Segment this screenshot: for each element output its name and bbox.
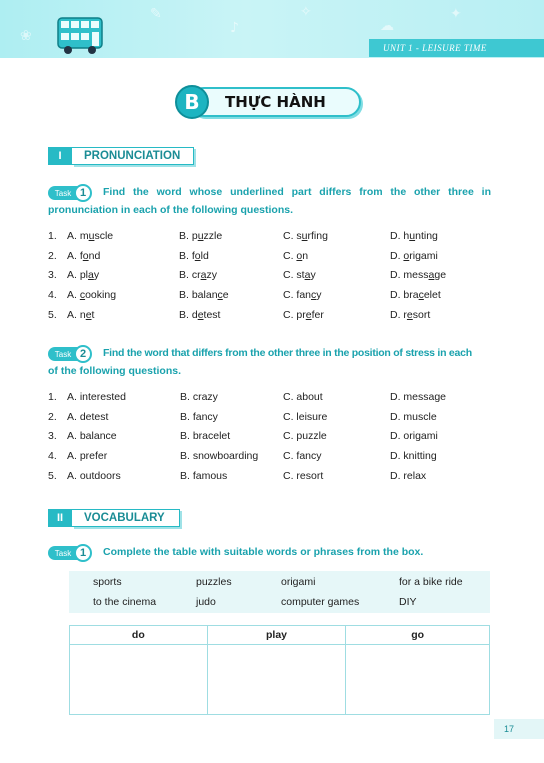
underlined-letter: a [200, 269, 207, 282]
question-number: 3. [48, 430, 57, 443]
section-b-title [175, 85, 363, 119]
option-text: t [91, 308, 95, 321]
answer-option-d[interactable] [390, 250, 438, 262]
option-text: C. pr [283, 308, 306, 321]
option-text: fer [311, 308, 324, 321]
question-number: 2. [48, 249, 57, 262]
task-1-instruction-line1: Find the word whose underlined part differs from the other three in [103, 186, 491, 198]
option-text: zy [206, 269, 217, 282]
task-2-pronunciation-label [48, 345, 92, 363]
underlined-letter: a [428, 269, 435, 282]
answer-option-c[interactable]: C. leisure [283, 410, 328, 423]
task-badge: Task [48, 186, 78, 200]
underlined-letter: c [79, 289, 86, 302]
header-band [0, 0, 544, 58]
answer-option-a[interactable] [67, 250, 100, 262]
answer-option-a[interactable]: A. prefer [67, 450, 108, 463]
doodle-icon: ❀ [20, 28, 32, 44]
question-number: 5. [48, 308, 57, 321]
underlined-letter: u [88, 230, 95, 242]
question-number: 1. [48, 230, 57, 242]
option-text: A. pl [67, 269, 89, 282]
underlined-letter: a [88, 269, 94, 282]
underlined-letter: c [217, 289, 223, 302]
underlined-letter: c [418, 289, 424, 302]
task-2-instruction-line1: Find the word that differs from the other three in the position of stress in each [103, 347, 472, 359]
task-1-vocabulary-label [48, 544, 92, 562]
doodle-icon: ✧ [300, 4, 312, 20]
underlined-letter: a [304, 269, 311, 282]
underlined-letter: e [406, 308, 413, 321]
answer-option-b[interactable]: B. snowboarding [180, 450, 259, 463]
option-text: C. s [283, 230, 302, 242]
answer-option-a[interactable] [67, 309, 94, 321]
section-label: VOCABULARY [72, 509, 180, 527]
answer-option-d[interactable]: D. knitting [390, 450, 437, 463]
answer-option-d[interactable] [390, 289, 441, 301]
option-text: B. cr [179, 269, 201, 282]
question-row [48, 450, 498, 466]
option-text: D. h [390, 230, 410, 242]
option-text: A. n [67, 308, 86, 321]
question-row [48, 309, 498, 325]
question-row [48, 269, 498, 285]
answer-option-d[interactable]: D. relax [390, 469, 427, 482]
option-text: scle [94, 230, 114, 242]
option-text: test [203, 308, 221, 321]
option-text: B. f [179, 249, 195, 262]
option-text: y [316, 289, 322, 302]
task-2-instruction-line2: of the following questions. [48, 365, 181, 377]
answer-option-b[interactable]: B. bracelet [180, 430, 231, 443]
question-number: 3. [48, 269, 57, 282]
task-1-vocabulary-instruction: Complete the table with suitable words or phrases from the box. [103, 546, 424, 558]
section-number: II [48, 509, 72, 527]
underlined-letter: e [305, 308, 312, 321]
page-number: 17 [494, 719, 544, 739]
answer-option-b[interactable]: B. fancy [180, 410, 218, 423]
word-box [69, 571, 490, 613]
answer-option-c[interactable] [283, 230, 328, 242]
option-text: B. p [179, 230, 198, 242]
doodle-icon: ✎ [150, 6, 162, 22]
option-text: elet [423, 289, 441, 302]
answer-option-b[interactable] [179, 309, 220, 321]
question-row [48, 430, 498, 446]
answer-option-c[interactable]: C. resort [283, 469, 324, 482]
option-text: D. mess [390, 269, 429, 282]
question-row [48, 250, 498, 266]
answer-option-a[interactable] [67, 289, 116, 301]
word-box-item: for a bike ride [399, 576, 463, 588]
underlined-letter: o [296, 249, 303, 262]
option-text: rigami [409, 249, 438, 262]
option-text: D. bra [390, 289, 419, 302]
underlined-letter: e [85, 308, 92, 321]
word-box-item: puzzles [196, 576, 232, 588]
underlined-letter: u [301, 230, 308, 242]
section-b-letter: B [175, 85, 209, 119]
answer-option-c[interactable] [283, 250, 308, 262]
task-badge: Task [48, 546, 78, 560]
option-text: A. f [67, 249, 83, 262]
option-text: nting [415, 230, 438, 242]
answer-option-c[interactable] [283, 289, 322, 301]
option-text: sort [412, 308, 431, 321]
table-header-go: go [346, 626, 490, 645]
option-text: A. m [67, 230, 89, 242]
task-number: 1 [74, 184, 92, 202]
answer-option-b[interactable] [179, 269, 217, 281]
option-text: ge [434, 269, 447, 282]
answer-option-b[interactable] [179, 289, 229, 301]
question-row [48, 289, 498, 305]
answer-table [69, 625, 490, 715]
answer-option-d[interactable] [390, 269, 446, 281]
underlined-letter: o [403, 249, 410, 262]
word-box-item: DIY [399, 596, 417, 608]
section-vocabulary-header [48, 509, 180, 527]
answer-option-a[interactable] [67, 230, 113, 242]
question-row [48, 230, 498, 246]
answer-cell-play[interactable] [207, 645, 346, 715]
answer-option-a[interactable]: A. interested [67, 391, 126, 403]
option-text: C. fan [283, 289, 312, 302]
option-text: y [93, 269, 100, 282]
option-text: e [222, 289, 229, 302]
doodle-icon: ♪ [230, 20, 239, 36]
task-1-instruction-line2: pronunciation in each of the following questions. [48, 204, 293, 216]
answer-option-b[interactable]: B. famous [180, 469, 228, 482]
doodle-icon: ✦ [450, 6, 462, 22]
answer-option-d[interactable]: D. origami [390, 430, 438, 443]
word-box-item: judo [196, 596, 216, 608]
answer-option-a[interactable]: A. detest [67, 410, 109, 423]
table-header-play: play [207, 626, 346, 645]
question-number: 1. [48, 391, 57, 403]
question-number: 4. [48, 450, 57, 463]
option-text: C. [283, 249, 297, 262]
section-pronunciation-header [48, 147, 194, 165]
word-box-item: sports [93, 576, 122, 588]
option-text: D. [390, 249, 404, 262]
option-text: n [302, 249, 309, 262]
answer-option-a[interactable]: A. balance [67, 430, 117, 443]
word-box-item: origami [281, 576, 316, 588]
section-number: I [48, 147, 72, 165]
answer-option-d[interactable] [390, 230, 438, 242]
answer-option-d[interactable]: D. muscle [390, 410, 437, 423]
task-number: 1 [74, 544, 92, 562]
option-text: ooking [85, 289, 117, 302]
task-number: 2 [74, 345, 92, 363]
answer-option-c[interactable]: C. about [283, 391, 323, 403]
option-text: A. [67, 289, 80, 302]
section-label: PRONUNCIATION [72, 147, 194, 165]
underlined-letter: o [194, 249, 201, 262]
option-text: ld [200, 249, 209, 262]
answer-option-d[interactable] [390, 309, 430, 321]
answer-cell-go[interactable] [346, 645, 490, 715]
question-number: 2. [48, 410, 57, 423]
option-text: D. r [390, 308, 407, 321]
task-badge: Task [48, 347, 78, 361]
table-header-do: do [70, 626, 208, 645]
bus-icon [56, 16, 104, 56]
task-1-pronunciation-label [48, 184, 92, 202]
underlined-letter: c [311, 289, 317, 302]
option-text: zzle [203, 230, 223, 242]
answer-option-c[interactable]: C. fancy [283, 450, 322, 463]
question-row [48, 391, 498, 407]
answer-cell-do[interactable] [70, 645, 208, 715]
question-row [48, 411, 498, 427]
question-row [48, 470, 498, 486]
answer-option-a[interactable]: A. outdoors [67, 469, 121, 482]
answer-option-b[interactable] [179, 230, 222, 242]
answer-option-c[interactable]: C. puzzle [283, 430, 327, 443]
answer-option-c[interactable] [283, 309, 324, 321]
option-text: B. balan [179, 289, 218, 302]
section-b-heading: THỰC HÀNH [225, 93, 326, 111]
option-text: C. st [283, 269, 305, 282]
option-text: y [310, 269, 316, 282]
underlined-letter: u [197, 230, 204, 242]
answer-option-c[interactable] [283, 269, 316, 281]
underlined-letter: o [82, 249, 89, 262]
option-text: nd [88, 249, 101, 262]
answer-option-b[interactable] [179, 250, 209, 262]
underlined-letter: e [197, 308, 204, 321]
answer-option-a[interactable] [67, 269, 99, 281]
option-text: B. d [179, 308, 198, 321]
unit-tag: UNIT 1 - LEISURE TIME [369, 39, 544, 57]
doodle-icon: ☁ [380, 18, 394, 34]
underlined-letter: u [409, 230, 416, 242]
word-box-item: computer games [281, 596, 360, 608]
option-text: rfing [307, 230, 328, 242]
question-number: 4. [48, 289, 57, 302]
answer-option-d[interactable]: D. message [390, 391, 447, 403]
word-box-item: to the cinema [93, 596, 157, 608]
question-number: 5. [48, 469, 57, 482]
answer-option-b[interactable]: B. crazy [180, 391, 218, 403]
